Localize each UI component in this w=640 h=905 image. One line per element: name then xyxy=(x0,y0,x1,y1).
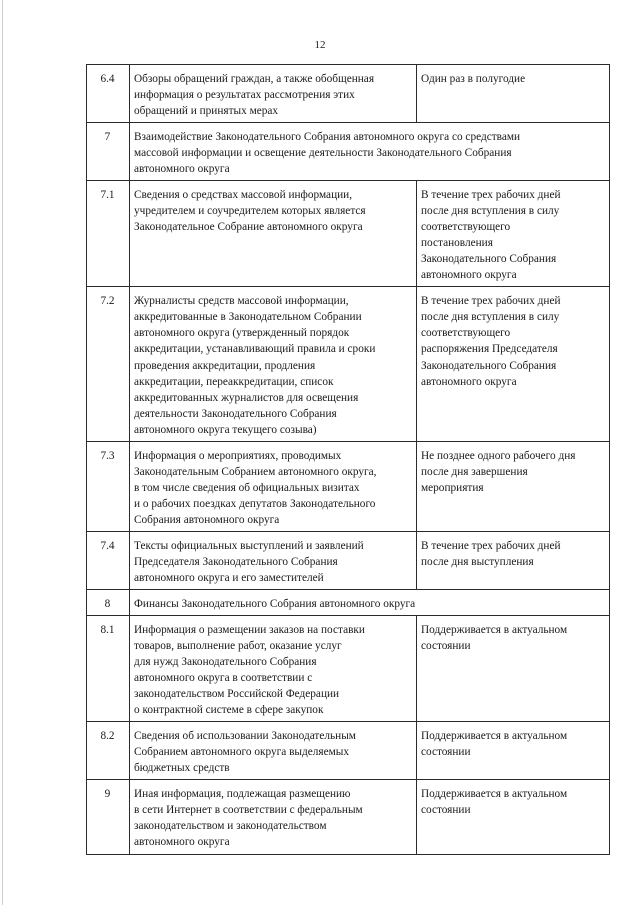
information-table xyxy=(86,64,610,855)
page-number: 12 xyxy=(314,39,326,51)
text-line: в том числе сведения об официальных визитах xyxy=(134,481,360,494)
text-line: Сведения о средствах массовой информации, xyxy=(134,189,353,202)
row-number: 6.4 xyxy=(87,65,130,123)
text-line: после дня завершения xyxy=(421,465,528,478)
text-line: для нужд Законодательного Собрания xyxy=(134,656,317,668)
text-line: Законодательного Собрания xyxy=(421,359,557,372)
text-line: автономного округа текущего созыва) xyxy=(134,423,317,436)
text-line: Законодательным Собранием автономного округа, xyxy=(134,465,377,478)
text-line: Не позднее одного рабочего дня xyxy=(421,449,576,462)
text-line: Один раз в полугодие xyxy=(421,73,526,85)
row-description xyxy=(130,65,417,123)
text-line: автономного округа xyxy=(421,375,517,388)
text-line: законодательством и законодательством xyxy=(134,820,327,833)
text-line: Собрания автономного округа xyxy=(134,513,280,526)
text-line: Информация о размещении заказов на поставки xyxy=(134,623,365,636)
text-line: автономного округа в соответствии с xyxy=(134,672,313,685)
text-line: распоряжения Председателя xyxy=(421,343,558,356)
table-row xyxy=(87,65,610,123)
table-row xyxy=(87,287,610,441)
text-line: информация о результатах рассмотрения этих xyxy=(134,89,355,102)
text-line: Информация о мероприятиях, проводимых xyxy=(134,449,342,462)
text-line: автономного округа xyxy=(134,836,230,849)
row-term xyxy=(417,441,610,531)
text-line: бюджетных средств xyxy=(134,762,230,775)
row-description xyxy=(130,780,417,855)
text-line: после дня вступления в силу xyxy=(421,311,560,324)
row-term xyxy=(417,65,610,123)
table-row xyxy=(87,531,610,589)
table-row xyxy=(87,615,610,721)
text-line: проведения аккредитации, продления xyxy=(134,359,316,372)
row-description xyxy=(130,287,417,441)
text-line: соответствующего xyxy=(421,221,511,234)
text-line: постановления xyxy=(421,237,493,250)
text-line: Законодательное Собрание автономного округа xyxy=(134,221,363,234)
row-number: 7.3 xyxy=(87,441,130,531)
text-line: Собранием автономного округа выделяемых xyxy=(134,746,349,759)
text-line: автономного округа xyxy=(134,163,230,176)
row-number: 8.1 xyxy=(87,615,130,721)
section-title xyxy=(130,123,610,181)
text-line: аккредитации, переаккредитации, список xyxy=(134,375,334,388)
text-line: Поддерживается в актуальном xyxy=(421,730,568,743)
text-line: состоянии xyxy=(421,746,471,759)
text-line: В течение трех рабочих дней xyxy=(421,295,561,308)
row-number: 7.2 xyxy=(87,287,130,441)
text-line: Журналисты средств массовой информации, xyxy=(134,295,349,308)
section-row xyxy=(87,589,610,615)
text-line: Поддерживается в актуальном xyxy=(421,788,568,801)
text-line: состоянии xyxy=(421,639,471,652)
row-description xyxy=(130,181,417,287)
text-line: аккредитованные в Законодательном Собрании xyxy=(134,311,362,324)
row-number: 7 xyxy=(87,123,130,181)
text-line: учредителем и соучредителем которых является xyxy=(134,205,366,218)
text-line: деятельности Законодательного Собрания xyxy=(134,407,337,420)
row-term xyxy=(417,531,610,589)
text-line: состоянии xyxy=(421,804,471,817)
text-line: о контрактной системе в сфере закупок xyxy=(134,704,324,717)
text-line: Поддерживается в актуальном xyxy=(421,623,568,636)
text-line: Обзоры обращений граждан, а также обобщенная xyxy=(134,73,375,85)
row-description xyxy=(130,615,417,721)
scan-edge-line xyxy=(2,0,3,905)
row-number: 9 xyxy=(87,780,130,855)
row-description xyxy=(130,441,417,531)
text-line: аккредитованных журналистов для освещения xyxy=(134,391,359,404)
row-term xyxy=(417,287,610,441)
text-line: Председателя Законодательного Собрания xyxy=(134,555,338,568)
table-row xyxy=(87,181,610,287)
row-term xyxy=(417,615,610,721)
text-line: Финансы Законодательного Собрания автономного округа xyxy=(134,597,416,610)
text-line: после дня вступления в силу xyxy=(421,205,560,218)
text-line: аккредитации, устанавливающий правила и сроки xyxy=(134,343,376,356)
text-line: автономного округа и его заместителей xyxy=(134,571,324,584)
text-line: законодательством Российской Федерации xyxy=(134,688,340,701)
text-line: Тексты официальных выступлений и заявлений xyxy=(134,539,364,552)
text-line: В течение трех рабочих дней xyxy=(421,189,561,202)
section-title xyxy=(130,589,610,615)
table-row xyxy=(87,441,610,531)
text-line: товаров, выполнение работ, оказание услуг xyxy=(134,639,342,652)
row-term xyxy=(417,722,610,780)
section-row xyxy=(87,123,610,181)
text-line: Сведения об использовании Законодательным xyxy=(134,730,356,743)
text-line: автономного округа xyxy=(421,269,517,282)
text-line: В течение трех рабочих дней xyxy=(421,539,561,552)
text-line: Иная информация, подлежащая размещению xyxy=(134,788,351,801)
row-number: 7.1 xyxy=(87,181,130,287)
table-row xyxy=(87,780,610,855)
text-line: в сети Интернет в соответствии с федеральным xyxy=(134,804,363,817)
text-line: после дня выступления xyxy=(421,555,534,568)
row-description xyxy=(130,531,417,589)
text-line: Законодательного Собрания xyxy=(421,253,557,266)
row-number: 8 xyxy=(87,589,130,615)
text-line: и о рабочих поездках депутатов Законодательного xyxy=(134,497,376,510)
text-line: Взаимодействие Законодательного Собрания автономного округа со средствами xyxy=(134,131,521,144)
row-number: 7.4 xyxy=(87,531,130,589)
table-row xyxy=(87,722,610,780)
row-description xyxy=(130,722,417,780)
row-number: 8.2 xyxy=(87,722,130,780)
row-term xyxy=(417,780,610,855)
text-line: автономного округа (утвержденный порядок xyxy=(134,327,350,340)
text-line: мероприятия xyxy=(421,481,484,494)
text-line: соответствующего xyxy=(421,327,511,340)
text-line: обращений и принятых мерах xyxy=(134,105,279,118)
text-line: массовой информации и освещение деятельности Законодательного Собрания xyxy=(134,147,512,160)
row-term xyxy=(417,181,610,287)
